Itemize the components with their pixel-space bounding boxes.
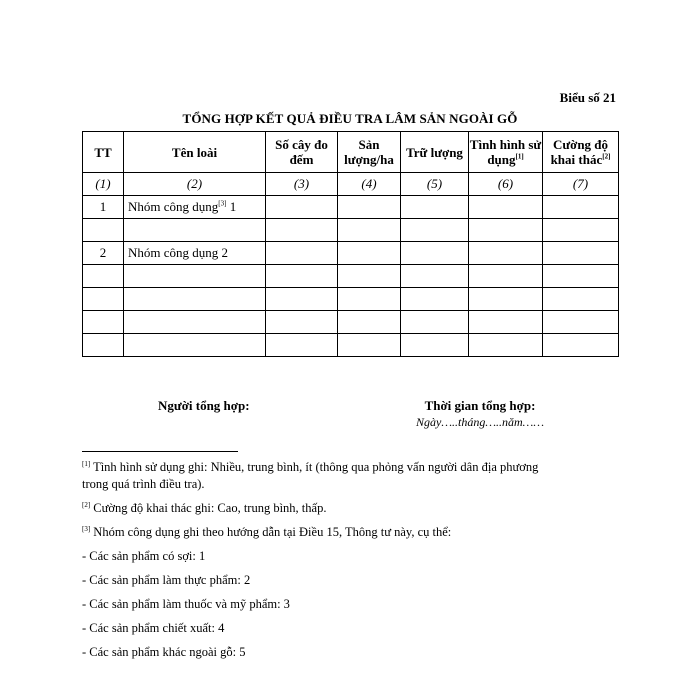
footnote-2: [2] Cường độ khai thác ghi: Cao, trung bình, thấp.: [82, 500, 327, 515]
form-number: Biểu số 21: [559, 90, 616, 105]
table-cell: [338, 196, 401, 219]
footnote-ref: [2]: [602, 152, 611, 161]
date-line: Ngày…..tháng…..năm……: [415, 415, 544, 429]
list-item: - Các sản phẩm làm thuốc và mỹ phẩm: 3: [82, 597, 290, 611]
table-row: [83, 242, 619, 265]
column-number: (5): [401, 173, 469, 196]
page-title: TỔNG HỢP KẾT QUẢ ĐIỀU TRA LÂM SẢN NGOÀI GỖ: [182, 111, 518, 126]
species-cell: [124, 288, 266, 311]
list-item: - Các sản phẩm khác ngoài gỗ: 5: [82, 645, 246, 659]
table-cell: [266, 242, 338, 265]
table-cell: [338, 288, 401, 311]
table-cell: [338, 334, 401, 357]
col-header-reserve: Trữ lượng: [401, 132, 469, 173]
column-number-row: [83, 173, 619, 196]
footnote-mark: [3]: [82, 524, 91, 533]
species-cell: Nhóm công dụng 2: [124, 242, 266, 265]
survey-summary-table: [82, 131, 619, 357]
table-cell: [469, 334, 543, 357]
table-cell: [338, 219, 401, 242]
column-number: (1): [83, 173, 124, 196]
table-cell: [543, 288, 619, 311]
list-item: - Các sản phẩm chiết xuất: 4: [82, 621, 225, 635]
table-cell: [543, 242, 619, 265]
table-cell: [543, 196, 619, 219]
footnote-mark: [1]: [82, 459, 91, 468]
col-header-count: Số cây đo đếm: [266, 132, 338, 173]
table-cell: [401, 334, 469, 357]
table-cell: [469, 196, 543, 219]
col-header-intensity: Cường độ khai thác[2]: [543, 132, 619, 173]
table-cell: [543, 265, 619, 288]
table-cell: [469, 311, 543, 334]
list-item: - Các sản phẩm làm thực phẩm: 2: [82, 573, 251, 587]
footnote-separator: [82, 451, 238, 452]
table-cell: [401, 242, 469, 265]
column-number: (2): [124, 173, 266, 196]
footnote-mark: [2]: [82, 500, 91, 509]
table-cell: [469, 242, 543, 265]
table-cell: [469, 219, 543, 242]
row-number: [83, 219, 124, 242]
row-number: 2: [83, 242, 124, 265]
table-row: [83, 288, 619, 311]
table-header-row: [83, 132, 619, 173]
compiler-label: Người tổng hợp:: [158, 398, 250, 413]
column-number: (6): [469, 173, 543, 196]
row-number: [83, 265, 124, 288]
footnote-1: [1] Tình hình sử dụng ghi: Nhiều, trung bình, ít (thông qua phỏng vấn người dân địa phương trong quá trình điều tra).: [82, 459, 539, 491]
table-cell: [266, 311, 338, 334]
col-header-yield: Sản lượng/ha: [338, 132, 401, 173]
table-cell: [469, 288, 543, 311]
table-row: [83, 219, 619, 242]
column-number: (4): [338, 173, 401, 196]
table-row: [83, 311, 619, 334]
col-header-usage: Tình hình sử dụng[1]: [469, 132, 543, 173]
footnotes: [82, 459, 552, 668]
table-row: [83, 265, 619, 288]
table-cell: [401, 288, 469, 311]
column-number: (3): [266, 173, 338, 196]
table-cell: [401, 311, 469, 334]
compile-time-block: [410, 398, 550, 430]
footnote-3: [3] Nhóm công dụng ghi theo hướng dẫn tại Điều 15, Thông tư này, cụ thể:: [82, 524, 452, 539]
species-cell: [124, 311, 266, 334]
table-cell: [338, 242, 401, 265]
col-header-species: Tên loài: [124, 132, 266, 173]
species-cell: [124, 265, 266, 288]
table-cell: [401, 196, 469, 219]
table-cell: [338, 311, 401, 334]
row-number: [83, 334, 124, 357]
list-item: - Các sản phẩm có sợi: 1: [82, 549, 206, 563]
table-row: [83, 334, 619, 357]
table-cell: [266, 196, 338, 219]
table-cell: [266, 334, 338, 357]
table-cell: [266, 265, 338, 288]
table-cell: [266, 219, 338, 242]
species-cell: [124, 219, 266, 242]
column-number: (7): [543, 173, 619, 196]
table-row: [83, 196, 619, 219]
row-number: 1: [83, 196, 124, 219]
table-cell: [401, 265, 469, 288]
species-cell: Nhóm công dụng[3] 1: [124, 196, 266, 219]
footnote-ref: [1]: [515, 152, 524, 161]
table-cell: [543, 219, 619, 242]
row-number: [83, 288, 124, 311]
footnote-ref: [3]: [218, 199, 227, 208]
col-header-tt: TT: [83, 132, 124, 173]
table-cell: [469, 265, 543, 288]
table-cell: [338, 265, 401, 288]
table-cell: [543, 311, 619, 334]
table-cell: [266, 288, 338, 311]
row-number: [83, 311, 124, 334]
species-cell: [124, 334, 266, 357]
compile-time-label: Thời gian tổng hợp:: [424, 398, 536, 413]
table-cell: [543, 334, 619, 357]
table-cell: [401, 219, 469, 242]
